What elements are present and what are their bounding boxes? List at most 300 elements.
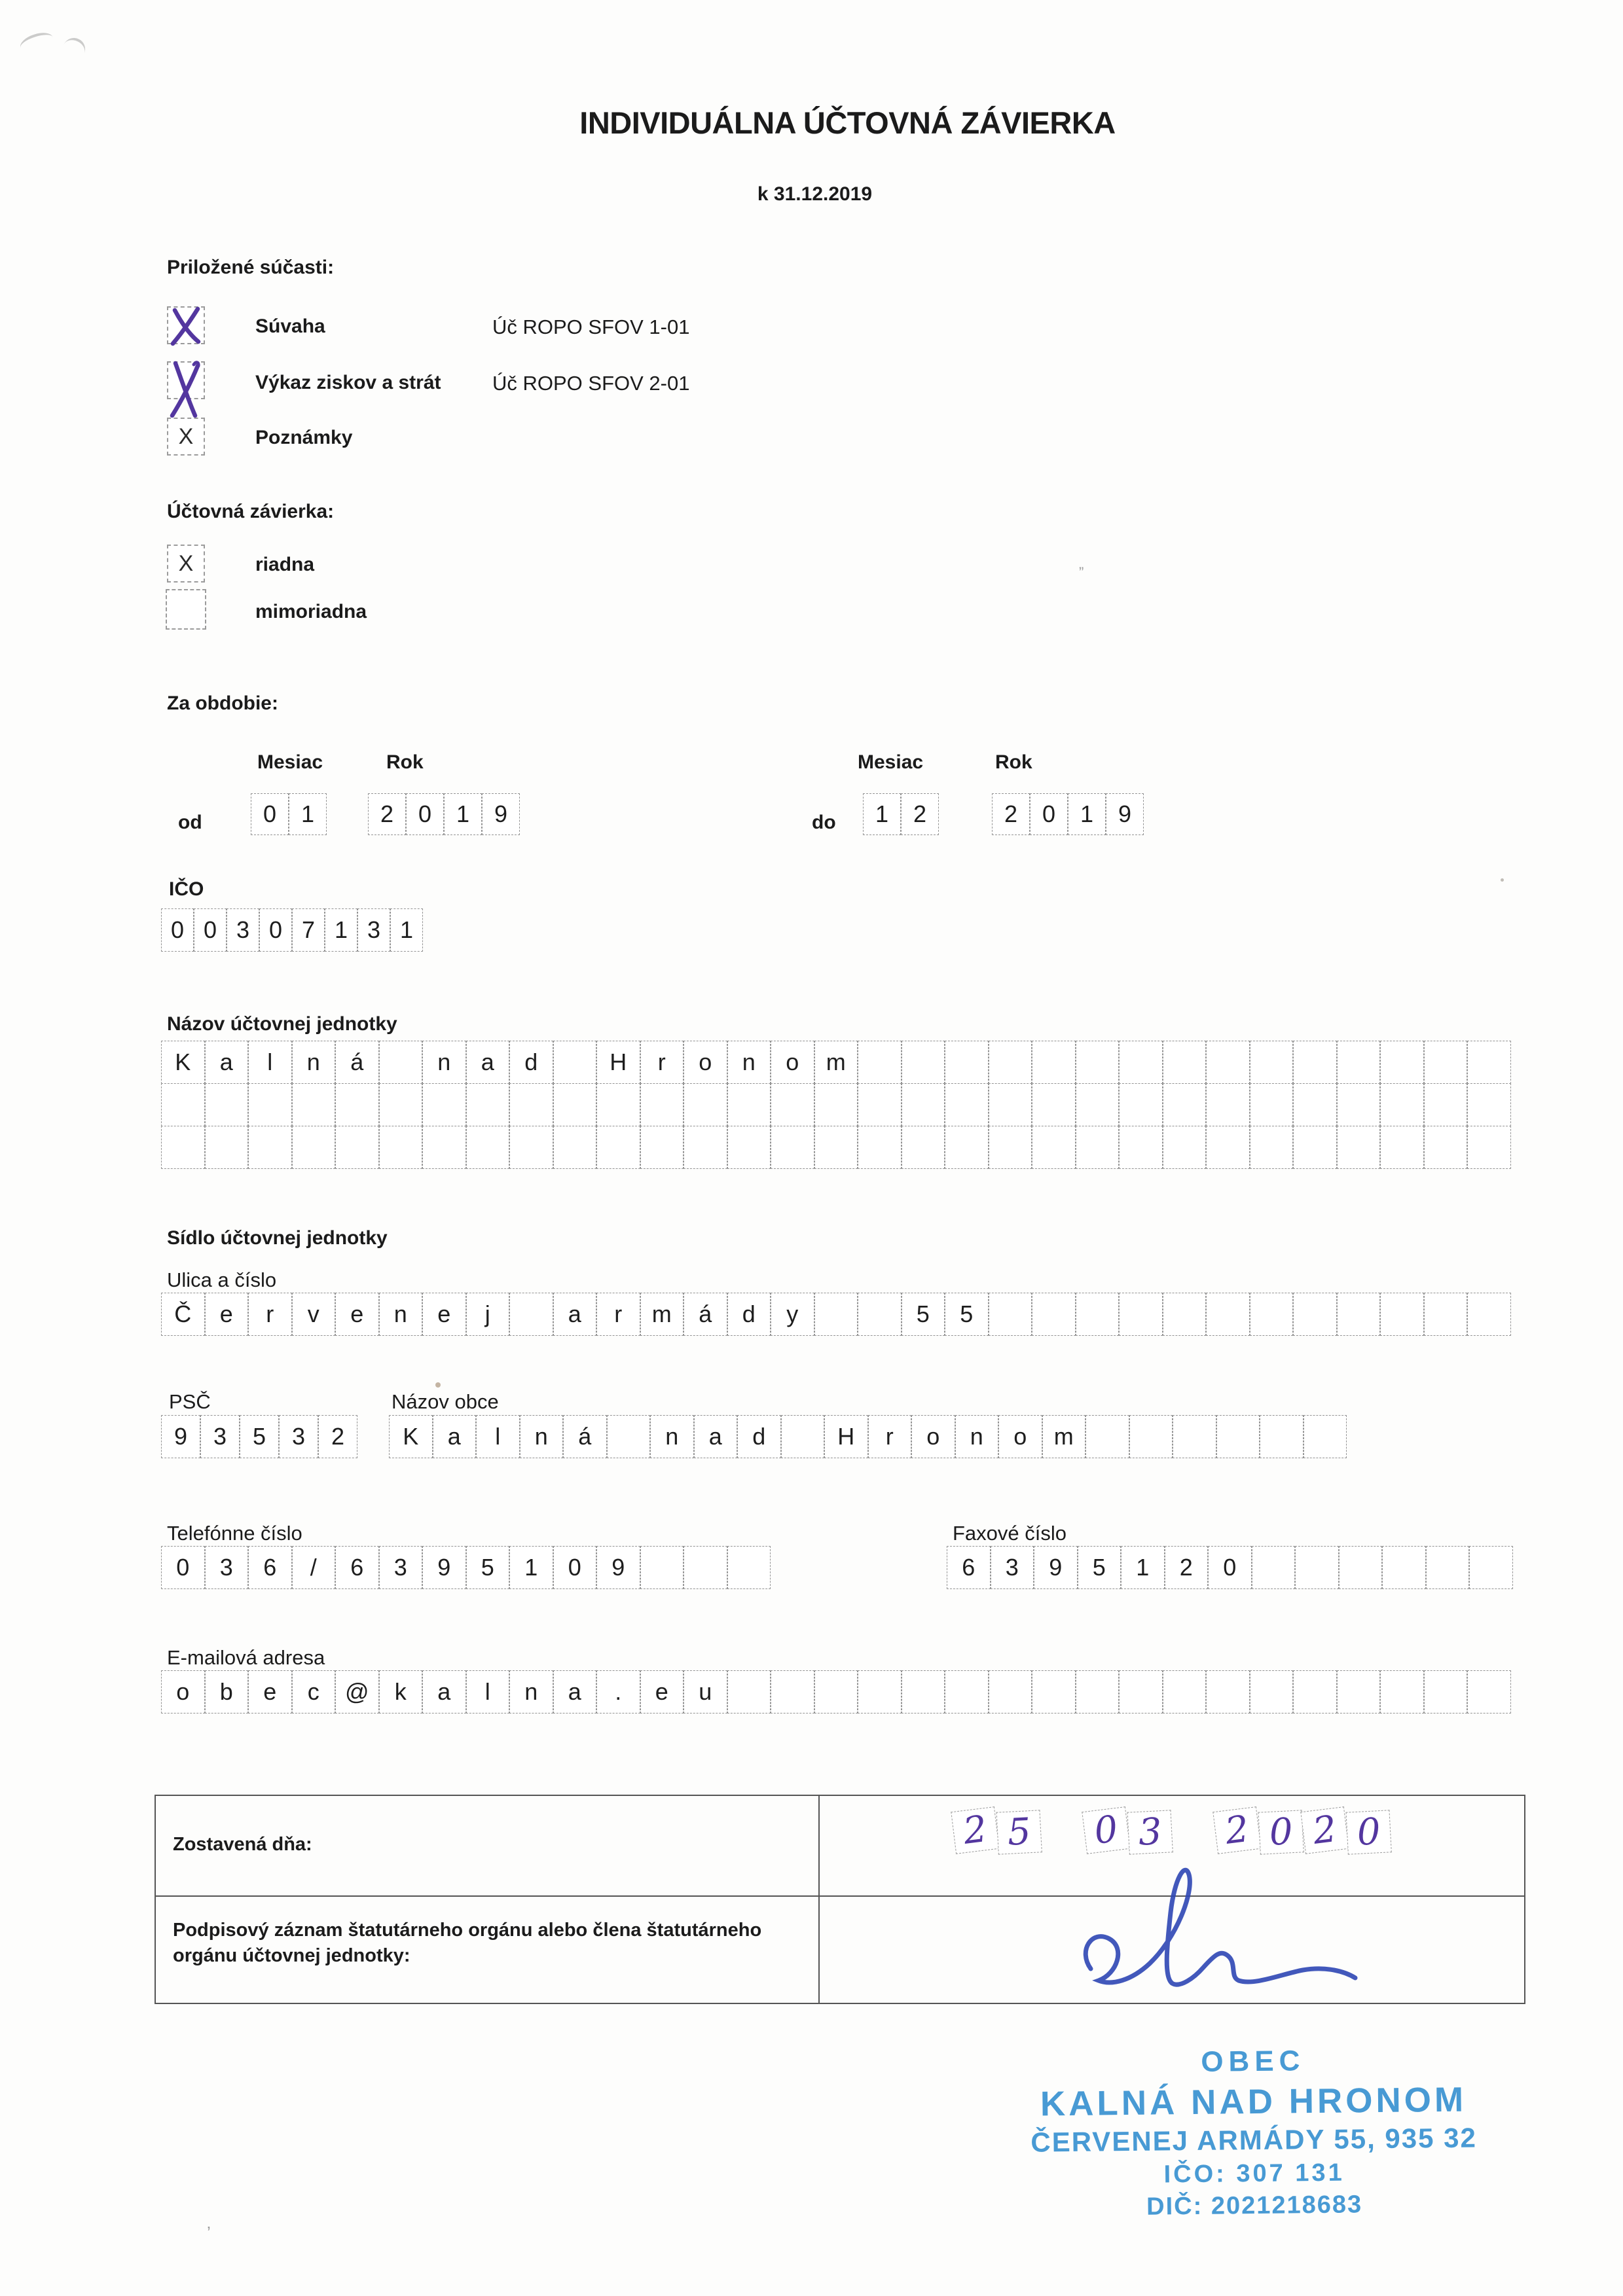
grid-cell: b — [205, 1670, 249, 1713]
assembled-month-grid — [1084, 1809, 1172, 1852]
grid-cell: j — [466, 1293, 510, 1336]
grid-cell: n — [292, 1041, 336, 1084]
stamp-line-obec: OBEC — [1201, 2045, 1305, 2078]
grid-cell: a — [433, 1415, 477, 1458]
municipal-stamp — [981, 2043, 1527, 2223]
form-code-suvaha: Úč ROPO SFOV 1-01 — [492, 315, 690, 338]
grid-cell: 1 — [289, 793, 327, 835]
grid-cell — [1337, 1041, 1381, 1084]
grid-cell: y — [771, 1293, 814, 1336]
grid-cell: 5 — [902, 1293, 945, 1336]
table-vertical-divider — [818, 1796, 820, 2003]
grid-cell — [727, 1083, 771, 1126]
grid-cell: 2 — [1213, 1806, 1261, 1854]
grid-cell: H — [596, 1041, 640, 1084]
grid-cell: n — [422, 1041, 466, 1084]
grid-cell — [989, 1041, 1032, 1084]
ico-label: IČO — [169, 878, 204, 900]
grid-cell — [1260, 1415, 1304, 1458]
grid-cell: c — [292, 1670, 336, 1713]
grid-cell — [1085, 1415, 1129, 1458]
report-date-line: k 31.12.2019 — [757, 183, 873, 205]
grid-cell: K — [161, 1041, 205, 1084]
grid-cell — [1250, 1083, 1294, 1126]
grid-cell: 2 — [951, 1806, 999, 1854]
grid-cell: u — [684, 1670, 727, 1713]
grid-cell — [1424, 1083, 1468, 1126]
grid-cell — [607, 1415, 651, 1458]
grid-cell — [684, 1083, 727, 1126]
grid-cell — [379, 1041, 423, 1084]
grid-cell: v — [292, 1293, 336, 1336]
grid-cell — [1206, 1041, 1250, 1084]
grid-cell — [1250, 1041, 1294, 1084]
street-grid — [161, 1293, 1511, 1336]
grid-cell — [640, 1083, 684, 1126]
grid-cell — [902, 1670, 945, 1713]
handwritten-x-mark — [165, 304, 207, 346]
grid-cell — [1206, 1083, 1250, 1126]
grid-cell: 3 — [357, 908, 390, 952]
grid-cell: r — [596, 1293, 640, 1336]
grid-cell: H — [824, 1415, 868, 1458]
grid-cell: l — [248, 1041, 292, 1084]
grid-cell: 3 — [227, 908, 259, 952]
grid-cell: 0 — [161, 1546, 205, 1589]
grid-cell — [1293, 1670, 1337, 1713]
grid-cell — [1163, 1293, 1207, 1336]
entity-name-grid-row3 — [161, 1126, 1511, 1169]
grid-cell: a — [553, 1670, 597, 1713]
grid-cell: n — [955, 1415, 999, 1458]
stamp-line-dic: DIČ: 2021218683 — [1146, 2191, 1363, 2221]
grid-cell: 0 — [259, 908, 292, 952]
grid-cell: 6 — [248, 1546, 292, 1589]
grid-cell: 2 — [901, 793, 939, 835]
grid-cell: 2 — [318, 1415, 357, 1458]
grid-cell: 0 — [1346, 1810, 1392, 1854]
attachments-heading: Priložené súčasti: — [167, 257, 335, 278]
grid-cell: 3 — [379, 1546, 423, 1589]
attachment-label-poznamky: Poznámky — [255, 427, 353, 448]
grid-cell: 2 — [1300, 1806, 1349, 1854]
grid-cell — [1163, 1041, 1207, 1084]
grid-cell — [379, 1126, 423, 1169]
closing-heading: Účtovná závierka: — [167, 501, 335, 522]
grid-cell — [989, 1670, 1032, 1713]
checkbox-suvaha — [167, 306, 205, 344]
grid-cell: a — [694, 1415, 738, 1458]
grid-cell — [945, 1083, 989, 1126]
grid-cell — [509, 1293, 553, 1336]
grid-cell: 0 — [1208, 1546, 1252, 1589]
grid-cell: 3 — [279, 1415, 318, 1458]
from-label: od — [178, 812, 202, 833]
to-label: do — [812, 812, 836, 833]
grid-cell — [1129, 1415, 1173, 1458]
scan-mark: ’ — [207, 2223, 211, 2242]
grid-cell: 0 — [1082, 1806, 1130, 1854]
grid-cell — [1163, 1670, 1207, 1713]
grid-cell — [771, 1670, 814, 1713]
city-label: Názov obce — [392, 1390, 499, 1413]
grid-cell: 0 — [553, 1546, 597, 1589]
grid-cell — [466, 1083, 510, 1126]
grid-cell: 5 — [996, 1810, 1042, 1854]
grid-cell — [335, 1083, 379, 1126]
attachment-label-suvaha: Súvaha — [255, 315, 325, 337]
grid-cell — [1467, 1126, 1511, 1169]
grid-cell — [1119, 1293, 1163, 1336]
grid-cell — [1250, 1670, 1294, 1713]
grid-cell — [1076, 1083, 1120, 1126]
scan-smudge — [59, 34, 88, 63]
grid-cell — [1380, 1041, 1424, 1084]
grid-cell — [1424, 1670, 1468, 1713]
grid-cell: d — [727, 1293, 771, 1336]
grid-cell — [553, 1126, 597, 1169]
grid-cell: e — [205, 1293, 249, 1336]
grid-cell: n — [509, 1670, 553, 1713]
grid-cell: e — [640, 1670, 684, 1713]
email-label: E-mailová adresa — [167, 1646, 325, 1669]
grid-cell — [1206, 1293, 1250, 1336]
grid-cell — [902, 1126, 945, 1169]
assembled-day-grid — [953, 1809, 1041, 1852]
grid-cell — [1304, 1415, 1347, 1458]
grid-cell: e — [248, 1670, 292, 1713]
grid-cell — [1339, 1546, 1383, 1589]
grid-cell — [1163, 1083, 1207, 1126]
grid-cell: o — [684, 1041, 727, 1084]
grid-cell — [1337, 1083, 1381, 1126]
grid-cell — [292, 1083, 336, 1126]
grid-cell: a — [422, 1670, 466, 1713]
grid-cell — [684, 1546, 727, 1589]
grid-cell — [509, 1126, 553, 1169]
grid-cell — [1380, 1293, 1424, 1336]
grid-cell — [161, 1083, 205, 1126]
scan-smudge — [18, 29, 55, 56]
checkbox-vykaz — [167, 361, 205, 399]
checkbox-poznamky — [167, 418, 205, 456]
grid-cell — [596, 1083, 640, 1126]
grid-cell — [684, 1126, 727, 1169]
grid-cell: 9 — [596, 1546, 640, 1589]
email-grid — [161, 1670, 1511, 1713]
street-label: Ulica a číslo — [167, 1268, 277, 1291]
grid-cell: o — [161, 1670, 205, 1713]
grid-cell — [553, 1083, 597, 1126]
grid-cell — [1250, 1293, 1294, 1336]
grid-cell: 1 — [1068, 793, 1106, 835]
grid-cell — [161, 1126, 205, 1169]
grid-cell: 9 — [1106, 793, 1144, 835]
ico-grid — [161, 908, 423, 952]
grid-cell — [858, 1293, 902, 1336]
grid-cell: á — [563, 1415, 607, 1458]
from-month-grid — [251, 793, 327, 835]
grid-cell — [1337, 1126, 1381, 1169]
grid-cell: k — [379, 1670, 423, 1713]
grid-cell — [640, 1126, 684, 1169]
grid-cell — [727, 1670, 771, 1713]
stamp-line-address: ČERVENEJ ARMÁDY 55, 935 32 — [1030, 2122, 1478, 2158]
grid-cell: 1 — [863, 793, 901, 835]
grid-cell: @ — [335, 1670, 379, 1713]
grid-cell — [292, 1126, 336, 1169]
grid-cell — [945, 1041, 989, 1084]
grid-cell: 1 — [325, 908, 357, 952]
grid-cell — [1293, 1293, 1337, 1336]
grid-cell: 9 — [482, 793, 520, 835]
grid-cell — [466, 1126, 510, 1169]
fax-label: Faxové číslo — [953, 1522, 1067, 1545]
entity-name-grid-row2 — [161, 1083, 1511, 1126]
city-grid — [389, 1415, 1347, 1458]
grid-cell: r — [868, 1415, 912, 1458]
grid-cell — [422, 1083, 466, 1126]
grid-cell — [335, 1126, 379, 1169]
grid-cell — [1380, 1126, 1424, 1169]
grid-cell: n — [520, 1415, 564, 1458]
grid-cell — [596, 1126, 640, 1169]
year-header-from: Rok — [386, 751, 424, 773]
grid-cell: . — [596, 1670, 640, 1713]
closing-label-riadna: riadna — [255, 554, 315, 575]
grid-cell — [989, 1083, 1032, 1126]
grid-cell: 2 — [1165, 1546, 1209, 1589]
grid-cell — [205, 1126, 249, 1169]
entity-name-label: Názov účtovnej jednotky — [167, 1013, 397, 1035]
grid-cell — [1032, 1293, 1076, 1336]
phone-label: Telefónne číslo — [167, 1522, 302, 1545]
grid-cell: r — [640, 1041, 684, 1084]
signature-scribble — [1066, 1852, 1367, 2006]
grid-cell — [1119, 1670, 1163, 1713]
grid-cell: l — [466, 1670, 510, 1713]
grid-cell: 0 — [161, 908, 194, 952]
grid-cell: n — [379, 1293, 423, 1336]
grid-cell — [902, 1083, 945, 1126]
grid-cell: 0 — [194, 908, 227, 952]
grid-cell — [858, 1041, 902, 1084]
grid-cell — [1467, 1083, 1511, 1126]
grid-cell — [1380, 1083, 1424, 1126]
grid-cell — [1337, 1293, 1381, 1336]
grid-cell — [1119, 1041, 1163, 1084]
grid-cell — [1467, 1041, 1511, 1084]
grid-cell — [781, 1415, 825, 1458]
grid-cell — [858, 1670, 902, 1713]
grid-cell — [248, 1083, 292, 1126]
entity-name-grid-row1 — [161, 1041, 1511, 1084]
from-year-grid — [368, 793, 520, 835]
grid-cell: l — [476, 1415, 520, 1458]
grid-cell — [771, 1126, 814, 1169]
to-year-grid — [992, 793, 1144, 835]
grid-cell — [989, 1293, 1032, 1336]
grid-cell — [989, 1126, 1032, 1169]
grid-cell — [1380, 1670, 1424, 1713]
grid-cell — [1424, 1041, 1468, 1084]
grid-cell — [379, 1083, 423, 1126]
grid-cell: 1 — [1121, 1546, 1165, 1589]
grid-cell: 0 — [406, 793, 444, 835]
grid-cell — [1076, 1126, 1120, 1169]
grid-cell — [1032, 1041, 1076, 1084]
grid-cell: a — [553, 1293, 597, 1336]
grid-cell: m — [814, 1041, 858, 1084]
grid-cell — [902, 1041, 945, 1084]
grid-cell — [1382, 1546, 1426, 1589]
grid-cell — [1293, 1041, 1337, 1084]
scan-speck — [435, 1382, 441, 1388]
grid-cell — [1119, 1126, 1163, 1169]
year-header-to: Rok — [995, 751, 1032, 773]
assembled-year-grid — [1215, 1809, 1391, 1852]
grid-cell — [1173, 1415, 1216, 1458]
grid-cell — [1076, 1041, 1120, 1084]
grid-cell — [814, 1083, 858, 1126]
grid-cell — [1467, 1293, 1511, 1336]
grid-cell — [1032, 1126, 1076, 1169]
form-code-vykaz: Úč ROPO SFOV 2-01 — [492, 372, 690, 395]
grid-cell: 5 — [466, 1546, 510, 1589]
scan-mark: ” — [1079, 564, 1084, 581]
zip-grid — [161, 1415, 357, 1458]
grid-cell: 0 — [251, 793, 289, 835]
grid-cell — [1467, 1670, 1511, 1713]
grid-cell: 3 — [205, 1546, 249, 1589]
grid-cell — [1469, 1546, 1513, 1589]
grid-cell — [771, 1083, 814, 1126]
grid-cell — [205, 1083, 249, 1126]
grid-cell — [1293, 1083, 1337, 1126]
month-header-from: Mesiac — [257, 751, 323, 773]
grid-cell — [1216, 1415, 1260, 1458]
printed-x-mark: X — [178, 423, 194, 449]
grid-cell — [945, 1670, 989, 1713]
stamp-line-ico: IČO: 307 131 — [1163, 2159, 1345, 2189]
scan-speck — [1501, 878, 1504, 882]
grid-cell — [1252, 1546, 1296, 1589]
grid-cell: 5 — [1078, 1546, 1122, 1589]
grid-cell — [1424, 1293, 1468, 1336]
grid-cell: 1 — [509, 1546, 553, 1589]
grid-cell: á — [684, 1293, 727, 1336]
grid-cell — [1426, 1546, 1470, 1589]
signature-statement-label: Podpisový záznam štatutárneho orgánu alebo člena štatutárneho orgánu účtovnej jednotky: — [173, 1920, 762, 1967]
period-heading: Za obdobie: — [167, 692, 278, 714]
to-month-grid — [863, 793, 939, 835]
assembled-date-label: Zostavená dňa: — [173, 1834, 312, 1855]
grid-cell — [814, 1293, 858, 1336]
grid-cell — [1076, 1293, 1120, 1336]
grid-cell: 2 — [368, 793, 406, 835]
grid-cell — [509, 1083, 553, 1126]
address-heading: Sídlo účtovnej jednotky — [167, 1227, 388, 1249]
grid-cell — [1337, 1670, 1381, 1713]
grid-cell — [858, 1126, 902, 1169]
grid-cell: o — [771, 1041, 814, 1084]
grid-cell: 3 — [200, 1415, 240, 1458]
grid-cell — [727, 1126, 771, 1169]
grid-cell — [858, 1083, 902, 1126]
grid-cell: 6 — [335, 1546, 379, 1589]
grid-cell — [1119, 1083, 1163, 1126]
grid-cell: 3 — [1127, 1810, 1173, 1854]
grid-cell: 9 — [161, 1415, 200, 1458]
grid-cell: 1 — [444, 793, 482, 835]
grid-cell — [1163, 1126, 1207, 1169]
page-title: INDIVIDUÁLNA ÚČTOVNÁ ZÁVIERKA — [579, 105, 1116, 140]
grid-cell: / — [292, 1546, 336, 1589]
grid-cell — [1206, 1670, 1250, 1713]
checkbox-mimoriadna — [166, 589, 206, 630]
phone-grid — [161, 1546, 771, 1589]
grid-cell — [1032, 1670, 1076, 1713]
grid-cell: d — [509, 1041, 553, 1084]
grid-cell: Č — [161, 1293, 205, 1336]
grid-cell: o — [998, 1415, 1042, 1458]
grid-cell: a — [466, 1041, 510, 1084]
grid-cell: 2 — [992, 793, 1030, 835]
grid-cell: K — [389, 1415, 433, 1458]
grid-cell: 9 — [1034, 1546, 1078, 1589]
grid-cell — [1250, 1126, 1294, 1169]
grid-cell: 1 — [390, 908, 423, 952]
grid-cell — [1424, 1126, 1468, 1169]
month-header-to: Mesiac — [858, 751, 924, 773]
grid-cell: n — [727, 1041, 771, 1084]
grid-cell — [727, 1546, 771, 1589]
grid-cell: d — [737, 1415, 781, 1458]
grid-cell: m — [1042, 1415, 1086, 1458]
grid-cell — [814, 1126, 858, 1169]
handwritten-x-mark — [165, 359, 207, 420]
stamp-line-name: KALNÁ NAD HRONOM — [1040, 2080, 1467, 2124]
grid-cell — [1032, 1083, 1076, 1126]
grid-cell: 5 — [945, 1293, 989, 1336]
grid-cell: 0 — [1030, 793, 1068, 835]
grid-cell — [945, 1126, 989, 1169]
grid-cell: r — [248, 1293, 292, 1336]
grid-cell: 0 — [1258, 1810, 1304, 1854]
printed-x-mark: X — [178, 550, 194, 576]
checkbox-riadna — [167, 545, 205, 583]
grid-cell: 5 — [240, 1415, 279, 1458]
grid-cell — [1293, 1126, 1337, 1169]
fax-grid — [947, 1546, 1513, 1589]
attachment-label-vykaz: Výkaz ziskov a strát — [255, 372, 441, 393]
grid-cell: e — [335, 1293, 379, 1336]
grid-cell — [422, 1126, 466, 1169]
grid-cell: 9 — [422, 1546, 466, 1589]
grid-cell: á — [335, 1041, 379, 1084]
grid-cell: o — [911, 1415, 955, 1458]
grid-cell: e — [422, 1293, 466, 1336]
grid-cell — [814, 1670, 858, 1713]
grid-cell — [1206, 1126, 1250, 1169]
grid-cell — [1295, 1546, 1339, 1589]
grid-cell — [640, 1546, 684, 1589]
zip-label: PSČ — [169, 1390, 211, 1413]
grid-cell: n — [650, 1415, 694, 1458]
grid-cell: 3 — [991, 1546, 1034, 1589]
grid-cell — [553, 1041, 597, 1084]
grid-cell — [1076, 1670, 1120, 1713]
